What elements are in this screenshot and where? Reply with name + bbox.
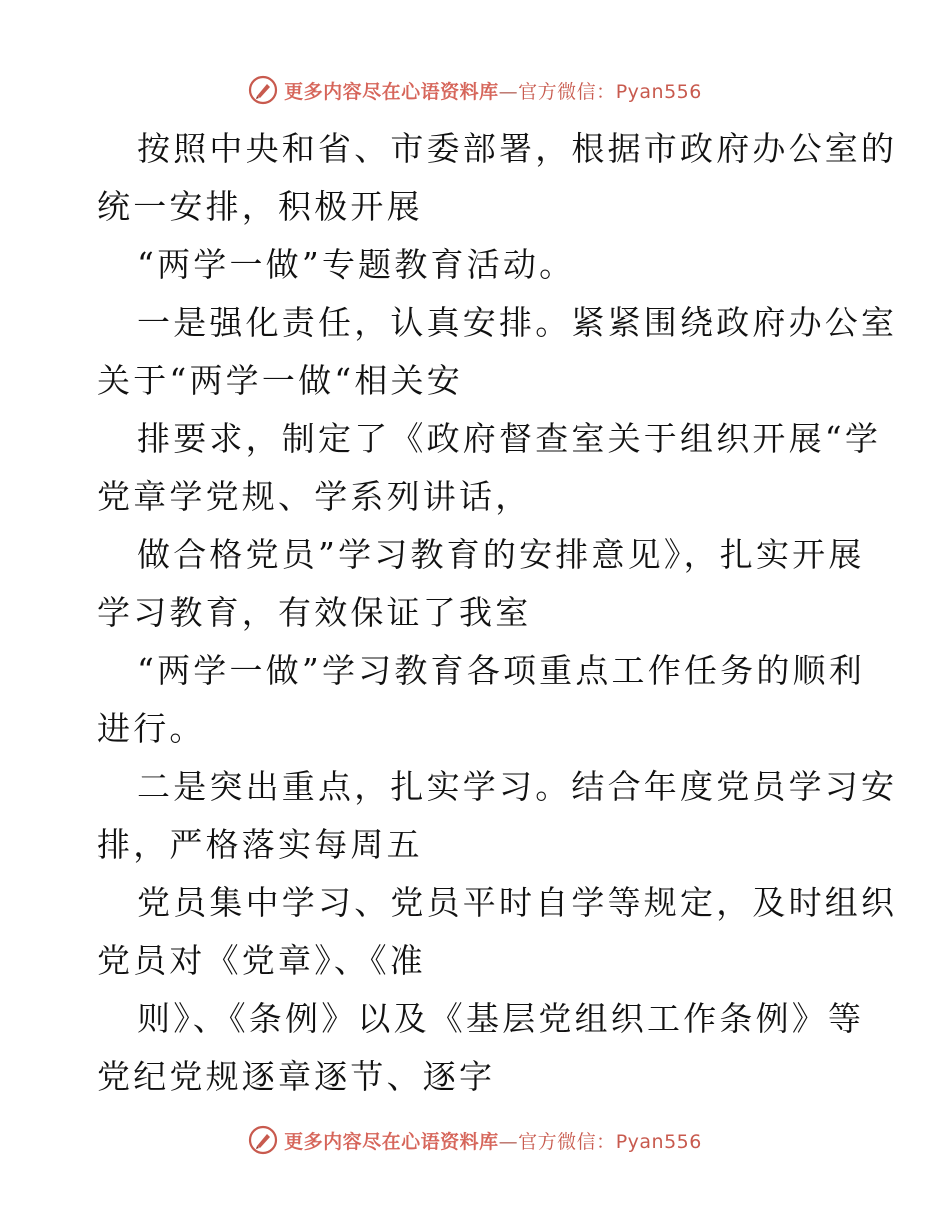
paragraph [97,642,865,758]
paragraph [97,758,898,874]
paragraph-line: 一是强化责任，认真安排。紧紧围绕政府办公室 [137,303,898,342]
header-watermark [0,70,950,110]
pen-logo-icon [248,1125,278,1155]
paragraph-line: 则》、《条例》以及《基层党组织工作条例》等 [137,999,865,1038]
paragraph-line: 排，严格落实每周五 [97,825,423,864]
watermark-wechat-id: Pyan556 [615,1130,702,1153]
paragraph-line: 统一安排，积极开展 [97,187,423,226]
paragraph-line: 党纪党规逐章逐节、逐字 [97,1057,496,1096]
paragraph [97,294,898,410]
watermark-separator: — [498,1130,519,1153]
watermark-wechat-label: 官方微信： [518,80,616,103]
paragraph-line: 党员集中学习、党员平时自学等规定，及时组织 [137,883,898,922]
paragraph [97,120,898,236]
paragraph-line: 二是突出重点，扎实学习。结合年度党员学习安 [137,767,898,806]
document-body [97,120,898,1106]
paragraph-line: 进行。 [97,709,206,748]
paragraph-line: 排要求，制定了《政府督查室关于组织开展“学 [137,419,882,458]
paragraph [97,874,898,990]
watermark-wechat-label: 官方微信： [518,1130,616,1153]
watermark-text [284,1127,702,1154]
watermark-separator: — [498,80,519,103]
paragraph-line: 学习教育，有效保证了我室 [97,593,532,632]
paragraph-line: 关于“两学一做“相关安 [97,361,463,400]
watermark-brand: 更多内容尽在心语资料库 [284,80,499,103]
paragraph-line: 党章学党规、学系列讲话， [97,477,532,516]
paragraph-line: “两学一做”学习教育各项重点工作任务的顺利 [137,651,865,690]
pen-logo-icon [248,75,278,105]
footer-watermark [0,1120,950,1160]
paragraph [97,236,857,294]
watermark-wechat-id: Pyan556 [615,80,702,103]
paragraph [97,526,865,642]
paragraph-line: 党员对《党章》、《准 [97,941,426,980]
watermark-text [284,77,702,104]
watermark-brand: 更多内容尽在心语资料库 [284,1130,499,1153]
paragraph [97,990,865,1106]
paragraph-line: 按照中央和省、市委部署，根据市政府办公室的 [137,129,898,168]
paragraph-line: “两学一做”专题教育活动。 [137,245,576,284]
paragraph-line: 做合格党员”学习教育的安排意见》，扎实开展 [137,535,865,574]
paragraph [97,410,882,526]
